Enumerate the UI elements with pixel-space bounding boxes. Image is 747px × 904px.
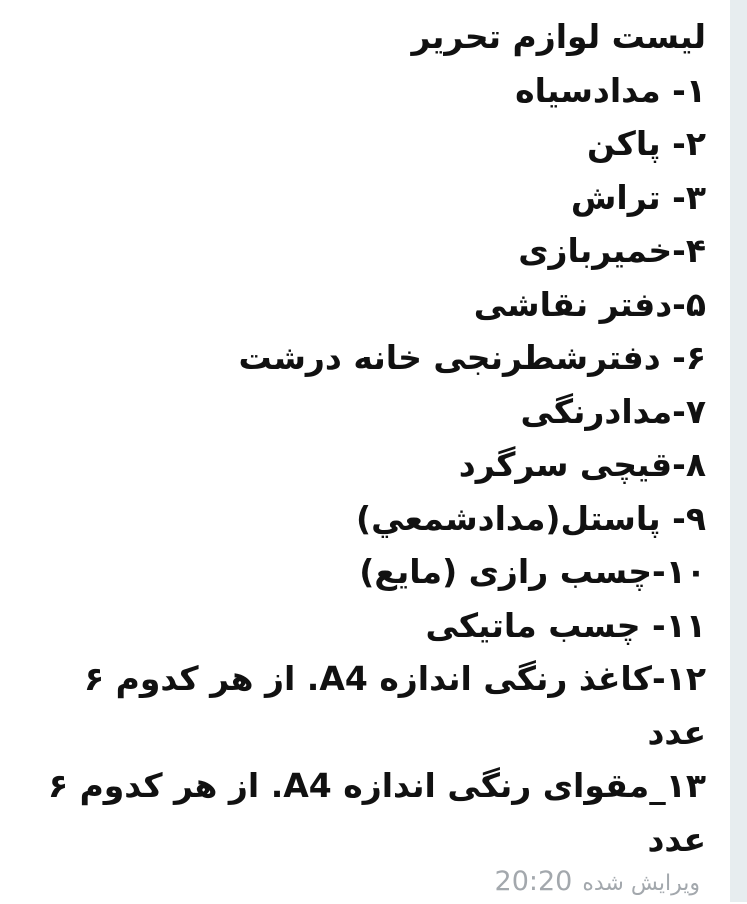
message-text: [16, 10, 706, 866]
list-item: ۱- مدادسیاه: [515, 70, 706, 110]
chat-background-edge: [730, 0, 747, 902]
message-meta: [495, 862, 700, 904]
list-item: ۱۳_مقوای رنگی اندازه A4. از هر کدوم ۶ عدد: [47, 766, 706, 859]
message-title: لیست لوازم تحریر: [411, 17, 706, 56]
list-item: ۴-خمیربازی: [518, 231, 706, 270]
list-item: ۱۰-چسب رازی (مایع): [359, 552, 706, 591]
edited-label: ویرایش شده: [582, 871, 700, 896]
message-time: 20:20: [494, 866, 573, 897]
list-item: ۷-مدادرنگی: [520, 391, 706, 431]
list-item: ۳- تراش: [570, 177, 706, 217]
list-item: ۱۲-کاغذ رنگی اندازه A4. از هر کدوم ۶ عدد: [83, 659, 706, 752]
list-item: ۹- پاستل(مدادشمعي): [356, 498, 706, 538]
list-item: ۲- پاکن: [586, 124, 706, 163]
list-item: ۶- دفترشطرنجی خانه درشت: [238, 338, 706, 377]
list-item: ۱۱- چسب ماتیکی: [425, 605, 706, 645]
list-item: ۸-قیچی سرگرد: [458, 445, 706, 484]
list-item: ۵-دفتر نقاشی: [473, 284, 706, 324]
